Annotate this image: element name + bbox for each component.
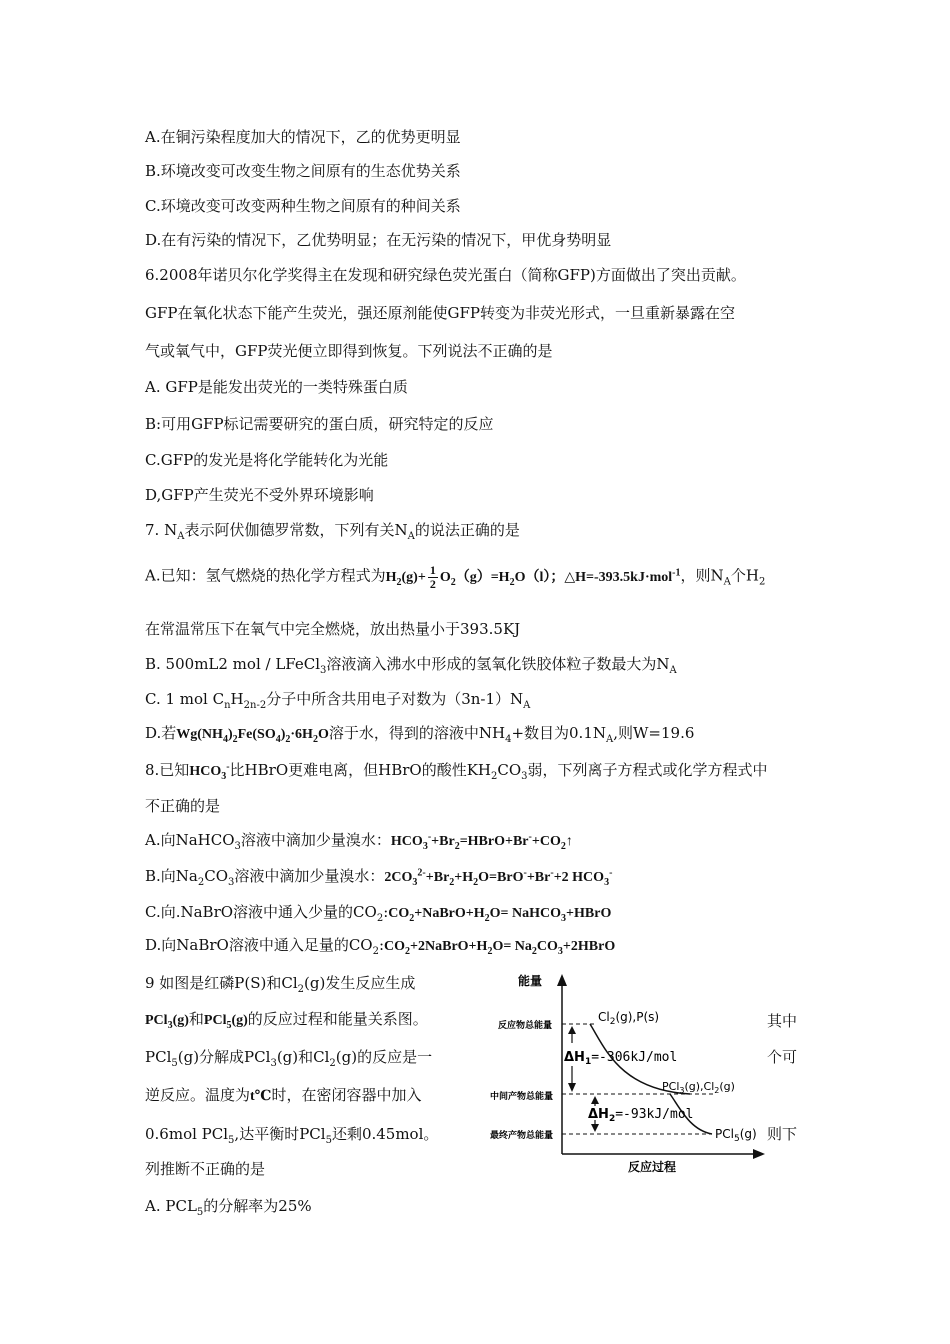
equation-c-q8: $CO_2+NaBrO+H_2O=$ NaHCO$_3$+HBrO [388,906,612,924]
dh2-arrowhead-top [591,1096,599,1104]
side-text-1: 其中 [767,1012,798,1030]
product-label: PCl$_5$(g) [715,1127,757,1144]
equation-b-q8: $2CO_3^{2-}+Br_2+H_2O=BrO^-+Br^-+2$ $HCO_3^-$ [384,867,613,888]
option-b-q7: B. 500mL2 mol / LFeCl$_3$溶液滴入沸水中形成的氢氧化铁胶体粒子数最大为$N_A$ [145,655,677,676]
option-d-q8: D.向NaBrO溶液中通入足量的$CO_2:CO_2+2NaBrO+H_2O=$ $Na_2CO_3+2HBrO$ [145,936,616,957]
option-a-q8: A.向NaHCO$_3$溶液中滴加少量溴水：$HCO_3^-+Br_2=HBrO+Br^-+CO_2↑$ [145,831,573,852]
question-7: 7. $N_A$表示阿伏伽德罗常数，下列有关$N_A$的说法正确的是 [145,521,520,542]
equation-d-q8: $CO_2+2NaBrO+H_2O=$ $Na_2CO_3+2HBrO$ [384,939,616,957]
question-6-line3: 气或氧气中，GFP荧光便立即得到恢复。下列说法不正确的是 [145,342,553,360]
dh1-label: $\Delta H_1=-306kJ$/mol [564,1050,678,1067]
level-intermediate-label: 中间产物总能量 [490,1092,554,1102]
option-a-q5: A.在铜污染程度加大的情况下，乙的优势更明显 [145,128,461,146]
x-axis-label: 反应过程 [628,1160,677,1174]
option-d-q5: D.在有污染的情况下，乙优势明显；在无污染的情况下，甲优身势明显 [145,231,612,249]
dh2-label: $\Delta H_2=-93kJ$/mol [588,1107,694,1124]
option-c-q8: C.向.NaBrO溶液中通入少量的$CO_2:CO_2+NaBrO+H_2O=$ NaHCO$_3$+HBrO [145,903,612,924]
side-text-3: 则下 [767,1125,798,1143]
equation-hydrogen: $H_2(g)+$ $\frac{1}{2}$ $O_2(g)=H_2O(l)$；△H=-393.5kJ·mol$^{-1}$ [385,563,681,591]
question-9-line2: PCl$_3$(g)和PCl$_5$(g)的反应过程和能量关系图。 [145,1010,428,1031]
formula-ammonium-iron-sulfate: $Wg(NH_4)_2Fe(SO_4)_2\cdot 6H_2O$ [176,727,329,745]
fraction: $\frac{1}{2}$ [429,563,436,591]
y-axis-arrow [557,974,567,986]
formula-pcl3: PCl$_3$(g) [145,1013,189,1031]
option-c-q5: C.环境改变可改变两种生物之间原有的种间关系 [145,197,461,215]
option-d-q7: D.若$Wg(NH_4)_2Fe(SO_4)_2\cdot 6H_2O$溶于水，得到的溶液中$NH_4+$数目为$0.1N_A$,则W=19.6 [145,724,695,745]
equation-a-q8: $HCO_3^-+Br_2=HBrO+Br^-+CO_2↑$ [390,831,573,852]
formula-pcl5: PCl$_5$(g) [203,1013,248,1031]
level-reactants-label: 反应物总能量 [498,1021,553,1031]
option-b-q6: B:可用GFP标记需要研究的蛋白质，研究特定的反应 [145,415,494,433]
intermediate-label: $PCl_3(g),Cl_2(g)$ [662,1080,735,1095]
option-c-q6: C.GFP的发光是将化学能转化为光能 [145,451,389,469]
dh1-arrowhead-bottom [568,1083,576,1092]
option-b-q5: B.环境改变可改变生物之间原有的生态优势关系 [145,162,461,180]
question-9-line3: PCl$_5$(g)分解成PCl$_3$(g)和$Cl_2(g)$的反应是一 [145,1048,433,1069]
question-9-line1: 9 如图是红磷P(S)和$Cl_2(g)$发生反应生成 [145,974,416,995]
option-c-q7: C. 1 mol $C_nH_{2n-2}$分子中所含共用电子对数为$(3n-1)N_A$ [145,690,531,711]
question-6-line2: GFP在氧化状态下能产生荧光，强还原剂能使GFP转变为非荧光形式，一旦重新暴露在空 [145,304,735,322]
side-text-2: 个可 [767,1048,798,1066]
formula-bicarbonate: $HCO_3^-$ [189,761,230,782]
question-9-line5: 0.6mol PCl$_5$,达平衡时PCl$_5$还剩0.45mol。 [145,1125,439,1146]
question-9-line4: 逆反应。温度为t℃时，在密闭容器中加入 [145,1086,422,1104]
option-d-q6: D,GFP产生荧光不受外界环境影响 [145,486,374,504]
question-9-line6: 列推断不正确的是 [145,1160,266,1178]
question-6-line1: 6.2008年诺贝尔化学奖得主在发现和研究绿色荧光蛋白（简称GFP)方面做出了突出贡献。 [145,266,746,284]
y-axis-label: 能量 [518,974,543,988]
question-8-line1: 8.已知$HCO_3^-$比HBrO更难电离，但HBrO的酸性$KH_2CO_3$弱，下列离子方程式或化学方程式中 [145,761,768,782]
dh2-arrowhead-bottom [591,1124,599,1132]
level-products-label: 最终产物总能量 [490,1131,554,1141]
energy-diagram [490,968,765,1178]
option-a-q6: A. GFP是能发出荧光的一类特殊蛋白质 [145,378,408,396]
reactants-label: $Cl_2(g),P(s)$ [598,1010,660,1027]
question-8-line2: 不正确的是 [145,797,221,815]
option-a-q9: A. $PCL_5$的分解率为25% [145,1197,312,1218]
option-a-q7: A.已知：氢气燃烧的热化学方程式为$H_2(g)+$ $\frac{1}{2}$ $O_2(g)=H_2O(l)$；△H=-393.5kJ·mol$^{-1}$，则$N_A$个$H_2$ [145,563,766,591]
option-a-q7-cont: 在常温常压下在氧气中完全燃烧，放出热量小于393.5KJ [145,620,521,638]
dh1-arrowhead-top [568,1026,576,1034]
option-b-q8: B.向$Na_2CO_3$溶液中滴加少量溴水：$2CO_3^{2-}+Br_2+H_2O=BrO^-+Br^-+2$ $HCO_3^-$ [145,867,613,888]
x-axis-arrow [753,1149,765,1159]
temperature-t: t℃ [250,1089,272,1104]
